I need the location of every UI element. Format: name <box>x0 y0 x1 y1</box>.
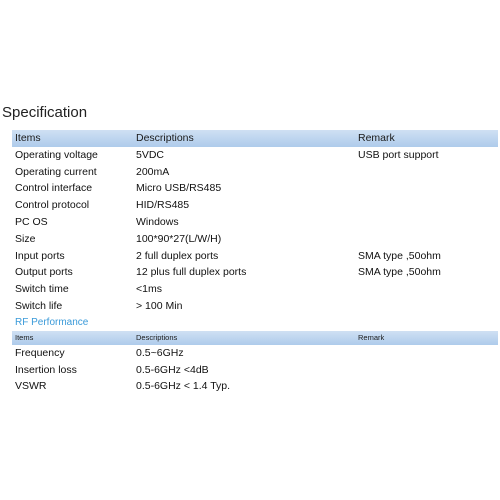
description-cell: 0.5-6GHz < 1.4 Typ. <box>136 380 231 393</box>
table-row <box>12 281 498 298</box>
description-cell: Micro USB/RS485 <box>136 182 222 195</box>
description-cell: 12 plus full duplex ports <box>136 266 247 279</box>
header-descriptions: Descriptions <box>136 332 178 342</box>
description-cell: 100*90*27(L/W/H) <box>136 232 222 245</box>
page-title: Specification <box>2 104 88 121</box>
description-cell: > 100 Min <box>136 299 183 312</box>
table-row <box>12 248 498 265</box>
item-cell: Input ports <box>15 249 65 262</box>
item-cell: Operating current <box>15 165 97 178</box>
description-cell: HID/RS485 <box>136 199 190 212</box>
description-cell: <1ms <box>136 283 162 296</box>
table-row <box>12 345 498 362</box>
header-remark: Remark <box>358 132 395 144</box>
description-cell: 0.5~6GHz <box>136 346 184 359</box>
table-row <box>12 214 498 231</box>
table-row <box>12 362 498 379</box>
description-cell: 200mA <box>136 165 170 178</box>
rf-section-title <box>12 315 498 331</box>
table-row <box>12 298 498 315</box>
description-cell: Windows <box>136 215 179 228</box>
spec-table <box>12 130 498 395</box>
item-cell: Switch life <box>15 299 63 312</box>
item-cell: Insertion loss <box>15 363 77 376</box>
table-row <box>12 264 498 281</box>
remark-cell: SMA type ,50ohm <box>358 266 441 279</box>
rf-table-header <box>12 331 498 345</box>
item-cell: Frequency <box>15 346 65 359</box>
table-row <box>12 180 498 197</box>
remark-cell: USB port support <box>358 148 439 161</box>
item-cell: Size <box>15 232 36 245</box>
table-row <box>12 378 498 395</box>
item-cell: Control interface <box>15 182 93 195</box>
item-cell: Operating voltage <box>15 148 98 161</box>
item-cell: Output ports <box>15 266 73 279</box>
item-cell: PC OS <box>15 215 48 228</box>
description-cell: 5VDC <box>136 148 165 161</box>
table-row <box>12 197 498 214</box>
spec-table-header <box>12 130 498 147</box>
section-title: RF Performance <box>15 316 89 328</box>
table-row <box>12 231 498 248</box>
header-items: Items <box>15 132 41 144</box>
remark-cell: SMA type ,50ohm <box>358 249 441 262</box>
header-descriptions: Descriptions <box>136 132 194 144</box>
table-row <box>12 164 498 181</box>
header-items: Items <box>15 332 34 342</box>
description-cell: 2 full duplex ports <box>136 249 219 262</box>
header-remark: Remark <box>358 332 385 342</box>
item-cell: VSWR <box>15 380 47 393</box>
item-cell: Switch time <box>15 283 69 296</box>
table-row <box>12 147 498 164</box>
item-cell: Control protocol <box>15 199 90 212</box>
description-cell: 0.5-6GHz <4dB <box>136 363 209 376</box>
